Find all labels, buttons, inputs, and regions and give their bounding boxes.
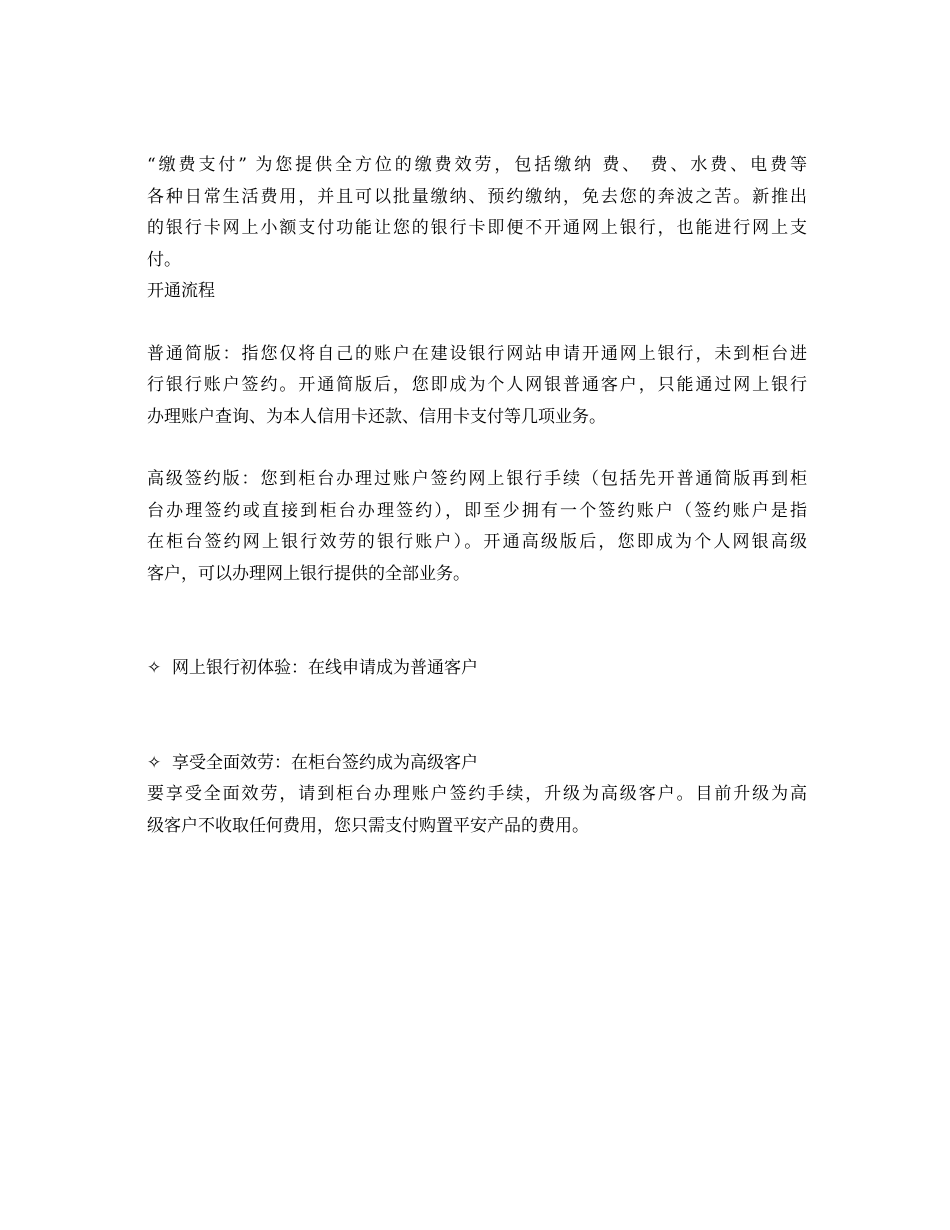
text-line: 办理账户查询、为本人信用卡还款、信用卡支付等几项业务。 (147, 406, 606, 427)
intro-paragraph (147, 150, 807, 276)
bullet-item-advanced (147, 748, 807, 780)
text-line: “缴费支付” 为您提供全方位的缴费效劳，包括缴纳 费、 费、水费、电费等 (147, 155, 807, 175)
basic-version-paragraph (147, 339, 807, 434)
text-line: 台办理签约或直接到柜台办理签约），即至少拥有一个签约账户（签约账户是指 (147, 500, 807, 521)
advanced-version-paragraph (147, 464, 807, 590)
spacer (147, 433, 807, 464)
bullet-text: 网上银行初体验：在线申请成为普通客户 (172, 658, 478, 678)
bullet-text: 享受全面效劳：在柜台签约成为高级客户 (172, 752, 478, 773)
section-heading-flow: 开通流程 (147, 281, 215, 301)
spacer (147, 590, 807, 653)
upgrade-paragraph (147, 779, 807, 842)
document-page (147, 150, 807, 842)
spacer (147, 308, 807, 339)
text-line: 要享受全面效劳，请到柜台办理账户签约手续，升级为高级客户。目前升级为高 (147, 784, 807, 804)
text-line: 客户，可以办理网上银行提供的全部业务。 (147, 563, 470, 584)
sparkle-bullet-icon: ✧ (147, 752, 162, 773)
sparkle-bullet-icon: ✧ (147, 658, 162, 678)
text-line: 各种日常生活费用，并且可以批量缴纳、预约缴纳，免去您的奔波之苦。新推出 (147, 186, 807, 207)
text-line: 普通简版：指您仅将自己的账户在建设银行网站申请开通网上银行，未到柜台进 (147, 343, 807, 364)
text-line: 在柜台签约网上银行效劳的银行账户）。开通高级版后，您即成为个人网银高级 (147, 532, 807, 552)
text-line: 级客户不收取任何费用，您只需支付购置平安产品的费用。 (147, 815, 589, 836)
text-line: 付。 (147, 249, 181, 270)
spacer (147, 685, 807, 748)
text-line: 行银行账户签约。开通简版后，您即成为个人网银普通客户，只能通过网上银行 (147, 375, 807, 395)
text-line: 的银行卡网上小额支付功能让您的银行卡即便不开通网上银行，也能进行网上支 (147, 218, 807, 238)
bullet-item-basic (147, 653, 807, 685)
text-line: 高级签约版：您到柜台办理过账户签约网上银行手续（包括先开普通简版再到柜 (147, 469, 807, 489)
